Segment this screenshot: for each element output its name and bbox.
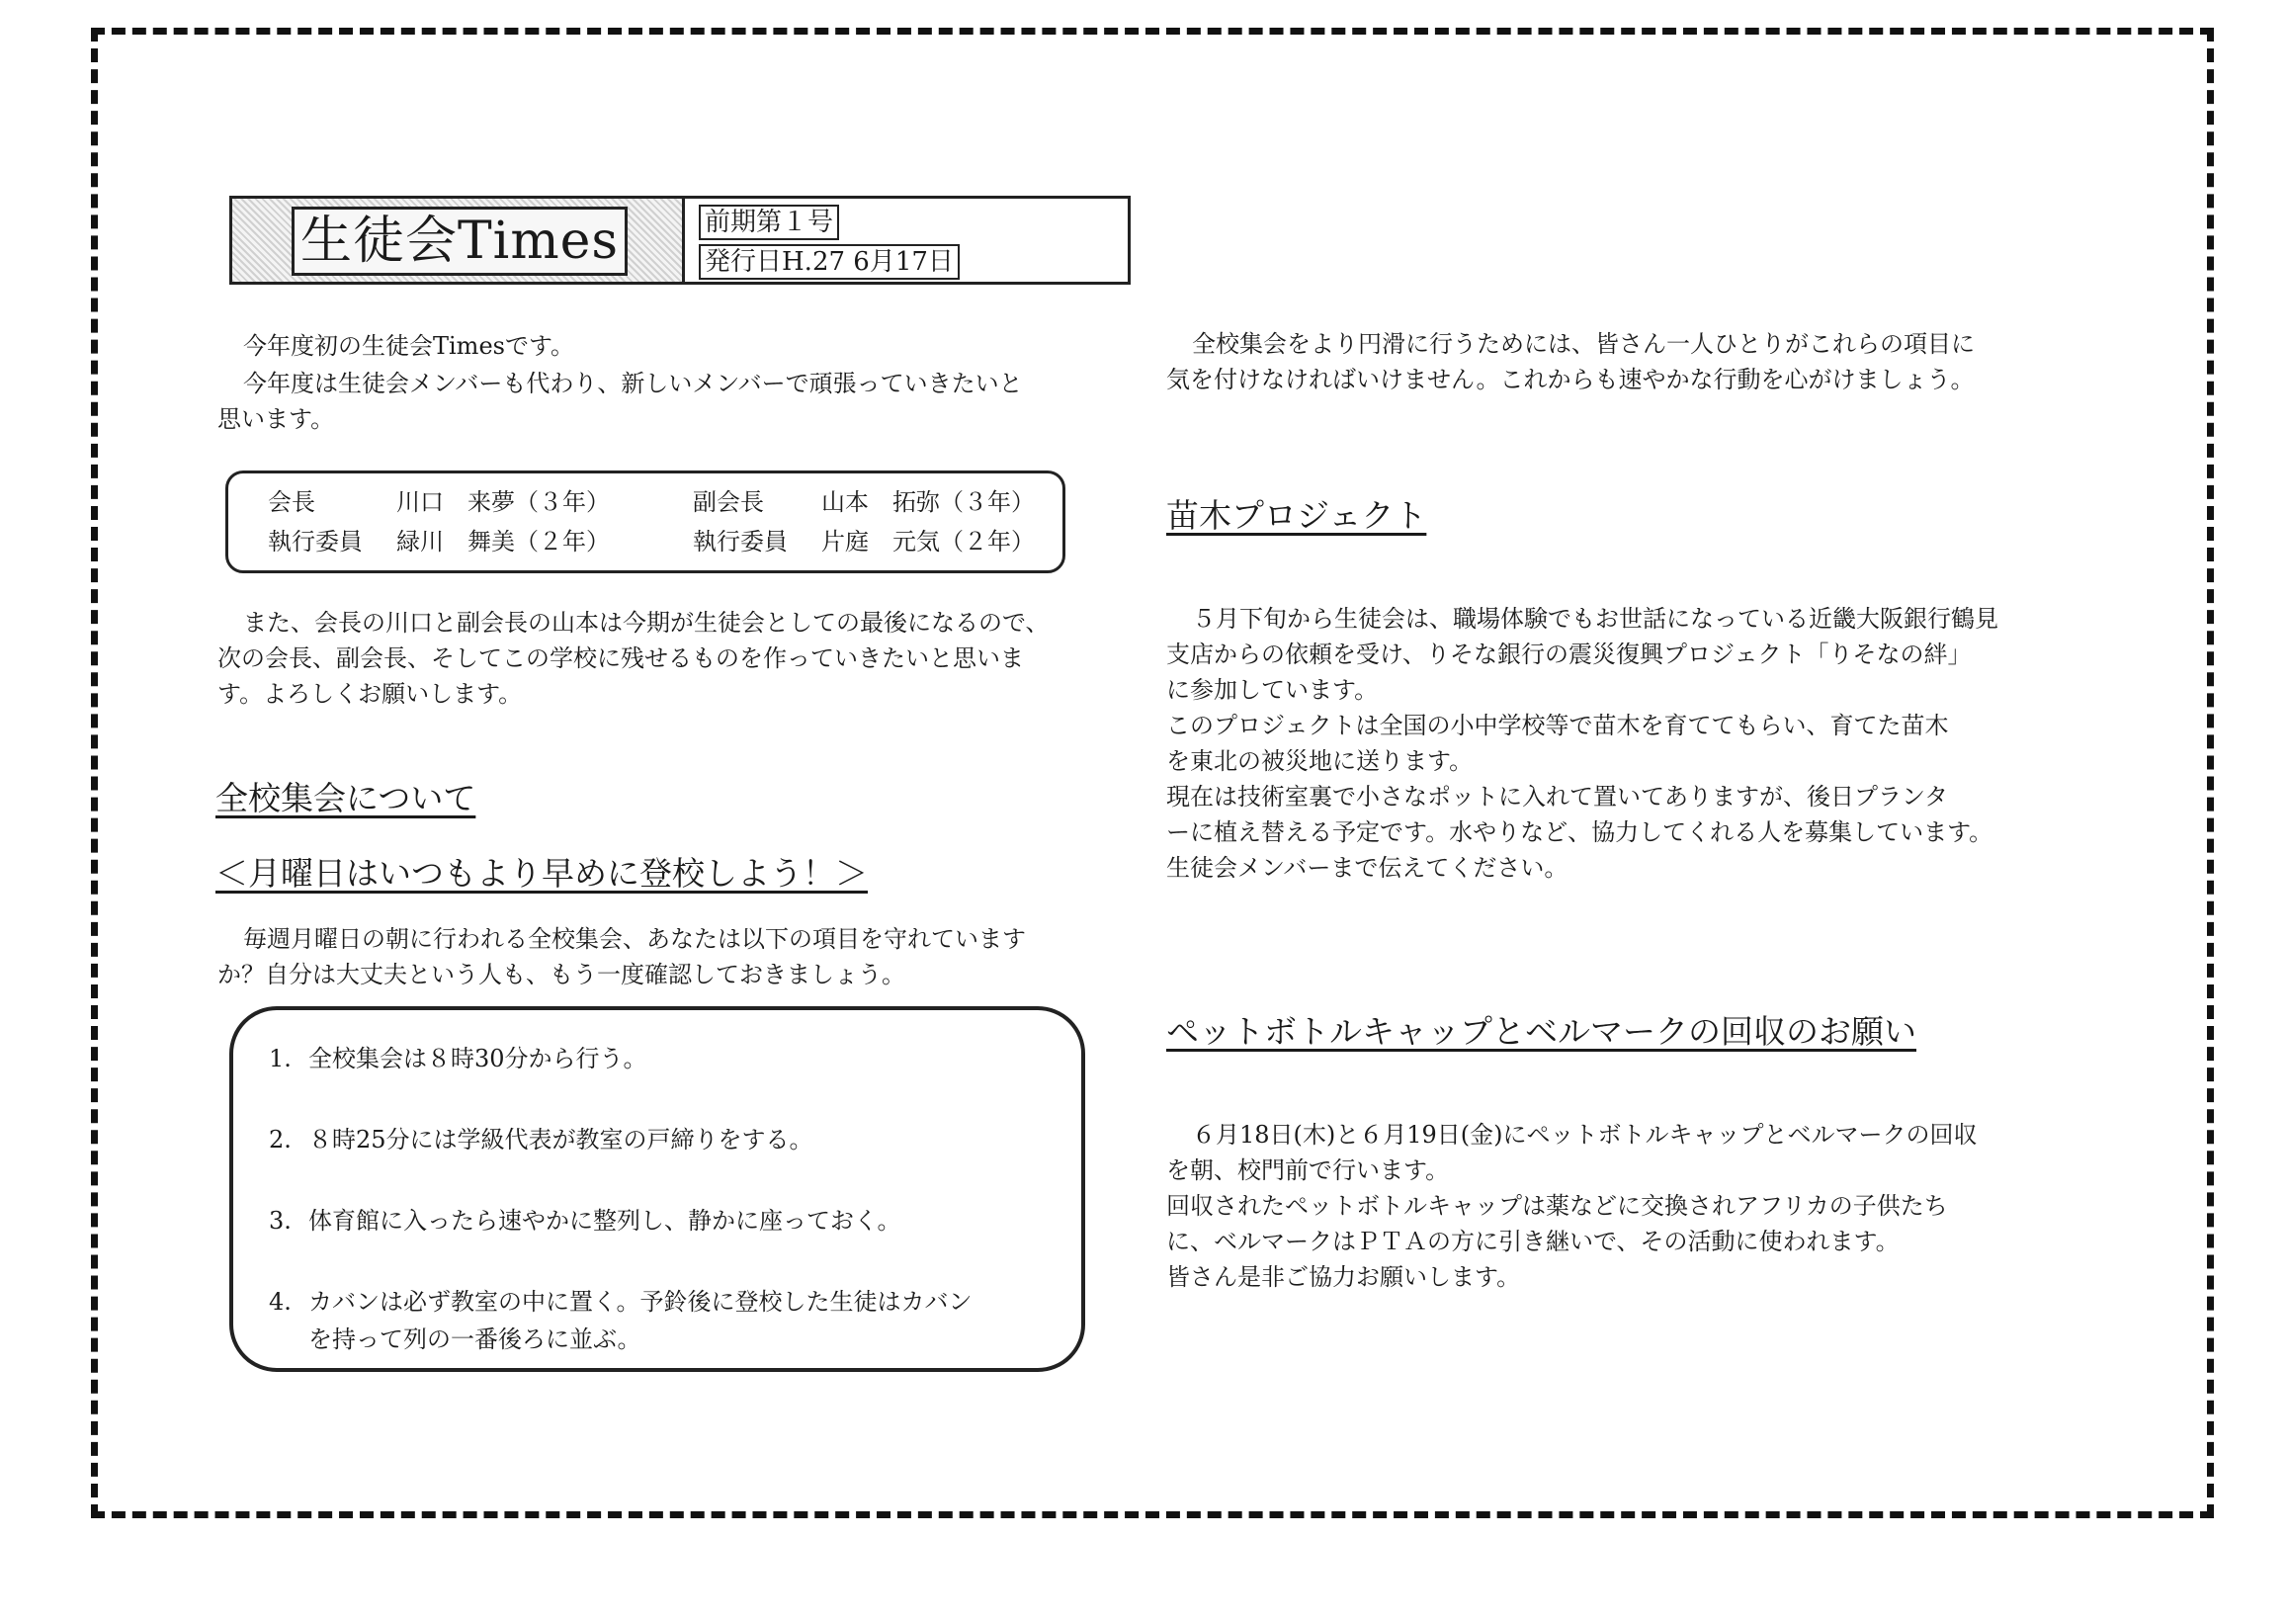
officer-name: 川口 来夢（３年）: [396, 488, 610, 516]
officer-role: 執行委員: [693, 528, 788, 556]
officer-role: 会長: [268, 488, 315, 516]
newsletter-title: 生徒会Times: [292, 207, 628, 276]
assembly-rules-box: [229, 1006, 1085, 1372]
masthead-title-panel: [232, 199, 685, 282]
caps-body: ６月18日(木)と６月19日(金)にペットボトルキャップとベルマークの回収 を朝、校門前で行います。 回収されたペットボトルキャップは薬などに交換されアフリカの子供たち に、ベルマークはＰＴＡの方に引き継いで、その活動に使われます。 皆さん是非ご協力お願いします。: [1166, 1121, 1978, 1291]
rule-item: [269, 1121, 1059, 1158]
rule-number: 3.: [269, 1207, 292, 1235]
officer-name: 緑川 舞美（２年）: [396, 528, 610, 556]
assembly-body: 毎週月曜日の朝に行われる全校集会、あなたは以下の項目を守れています か？自分は大丈夫という人も、もう一度確認しておきましょう。: [217, 925, 1026, 988]
rule-text: 体育館に入ったら速やかに整列し、静かに座っておく。: [308, 1207, 901, 1235]
intro-closing: また、会長の川口と副会長の山本は今期が生徒会としての最後になるので、 次の会長、副会長、そしてこの学校に残せるものを作っていきたいと思いま す。よろしくお願いします。: [217, 609, 1050, 708]
assembly-closing: 全校集会をより円滑に行うためには、皆さん一人ひとりがこれらの項目に 気を付けなければいけません。これからも速やかな行動を心がけましょう。: [1166, 330, 1975, 393]
rule-item: [269, 1283, 1059, 1358]
seedling-body: ５月下旬から生徒会は、職場体験でもお世話になっている近畿大阪銀行鶴見 支店からの依頼を受け、りそな銀行の震災復興プロジェクト「りそなの絆」 に参加しています。 このプロジェクトは全国の小中学校等で苗木を育ててもらい、育てた苗木 を東北の被災地に送ります。 現在は技術室裏で小さなポットに入れて置いてありますが、後日プランタ ーに植え替える予定です。水やりなど、協力してくれる人を募集しています。 生徒会メンバーまで伝えてください。: [1166, 605, 1998, 882]
officer-roster: [225, 470, 1065, 573]
assembly-subheading: ＜月曜日はいつもより早めに登校しよう！＞: [215, 854, 868, 893]
intro-line-2: 今年度は生徒会メンバーも代わり、新しいメンバーで頑張っていきたいと 思います。: [217, 370, 1023, 433]
officer-role: 執行委員: [268, 528, 363, 556]
rule-number: 1.: [269, 1045, 292, 1072]
officer-name: 山本 拓弥（３年）: [821, 488, 1035, 516]
seedling-heading: 苗木プロジェクト: [1166, 496, 1427, 535]
rule-number: 2.: [269, 1126, 292, 1154]
masthead: [229, 196, 1131, 285]
rule-item: [269, 1202, 1059, 1239]
assembly-heading: 全校集会について: [215, 779, 476, 817]
officer-role: 副会長: [693, 488, 764, 516]
rule-text: ８時25分には学級代表が教室の戸締りをする。: [308, 1126, 813, 1154]
intro-line-1: 今年度初の生徒会Timesです。: [243, 332, 575, 360]
rule-text: カバンは必ず教室の中に置く。予鈴後に登校した生徒はカバン を持って列の一番後ろに並ぶ。: [308, 1288, 973, 1353]
rule-item: [269, 1040, 1059, 1077]
caps-heading: ペットボトルキャップとベルマークの回収のお願い: [1166, 1012, 1916, 1051]
rule-number: 4.: [269, 1288, 292, 1316]
issue-date: 発行日H.27 6月17日: [699, 244, 960, 280]
rule-text: 全校集会は８時30分から行う。: [308, 1045, 647, 1072]
officer-name: 片庭 元気（２年）: [821, 528, 1035, 556]
issue-number: 前期第１号: [699, 205, 839, 240]
